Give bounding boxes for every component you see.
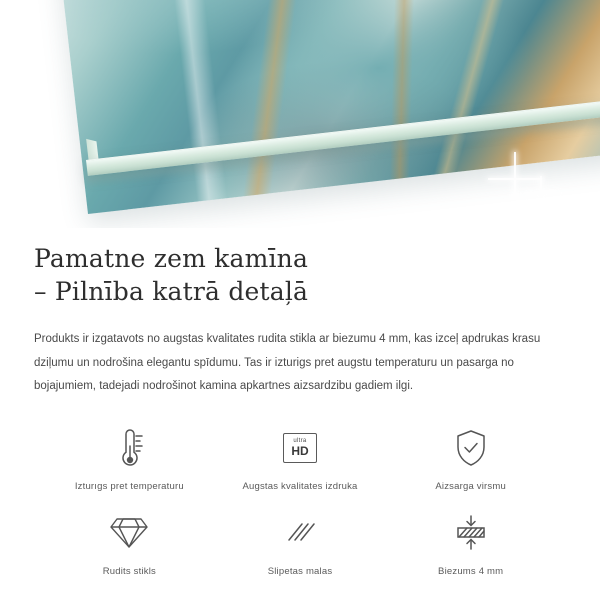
feature-label: Aizsarga virsmu	[435, 480, 506, 492]
thermometer-icon	[112, 425, 146, 471]
ultra-hd-badge-top: ultra	[293, 438, 307, 445]
feature-item-temperature	[44, 425, 215, 492]
sparkle-icon	[524, 176, 558, 210]
feature-label: Biezums 4 mm	[438, 565, 504, 577]
headline-line-1: Pamatne zem kamīna	[34, 244, 309, 273]
feature-item-polished-edges	[215, 510, 386, 577]
feature-label: Rudits stikls	[102, 565, 156, 577]
feature-item-print-quality	[215, 425, 386, 492]
hero-image	[0, 0, 600, 228]
ultra-hd-badge-bottom: HD	[291, 444, 309, 459]
body-description: Produkts ir izgatavots no augstas kvalitates rudita stikla ar biezumu 4 mm, kas izceļ apdrukas krasu dziļumu un nodrošina elegantu spīdumu. Tas ir izturigs pret augstu temperaturu un pasarga no bojajumiem, tadejadi nodrošinot kamina apkartnes aizsardzibu gadiem ilgi.	[34, 333, 541, 393]
content-area	[0, 242, 600, 577]
feature-item-tempered-glass	[44, 510, 215, 577]
hero-image-clip	[0, 0, 600, 228]
headline-line-2: – Pilnība katrā detaļā	[34, 277, 309, 306]
feature-item-surface-protection	[385, 425, 556, 492]
feature-label: Izturıgs pret temperaturu	[74, 480, 184, 492]
page-title	[34, 242, 566, 308]
polished-edges-icon	[280, 510, 320, 556]
feature-grid	[34, 425, 566, 577]
ultra-hd-icon	[283, 425, 317, 471]
thickness-icon	[450, 510, 492, 556]
shield-check-icon	[453, 425, 489, 471]
feature-label: Augstas kvalitates izdruka	[242, 480, 358, 492]
feature-label: Slipetas malas	[267, 565, 333, 577]
feature-item-thickness	[385, 510, 556, 577]
diamond-icon	[109, 510, 149, 556]
